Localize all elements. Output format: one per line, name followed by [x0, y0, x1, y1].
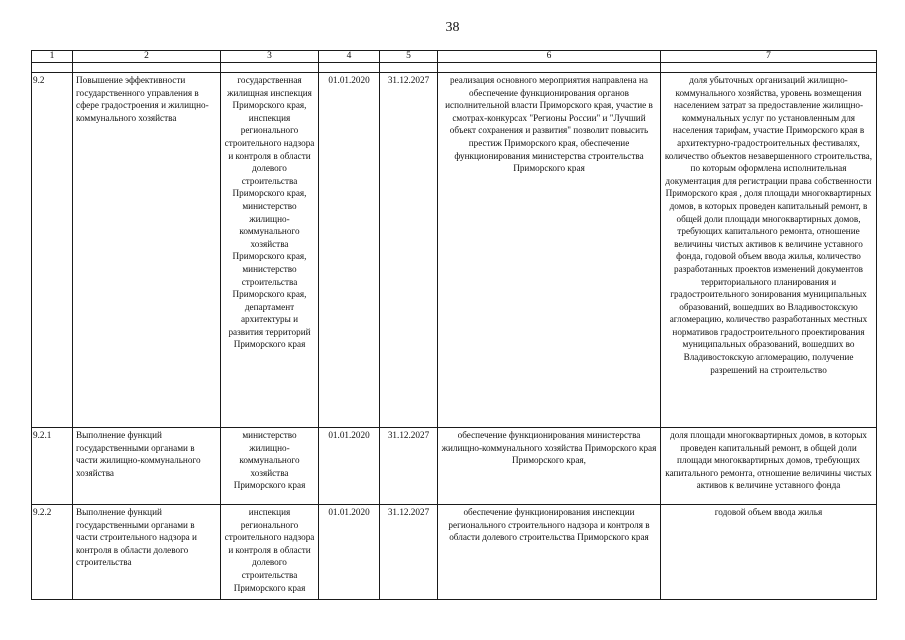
activity-indicators: доля убыточных организаций жилищно-коммунального хозяйства, уровень возмещения населением затрат за предоставление жилищно-коммунальных услуг по установленным для населения тарифам, участие Приморского края в архитектурно-градостроительных фестивалях, количество объектов незавершенного строительства, по которым оформлена исполнительная документация для регистрации права собственности Приморского края , доля площади многоквартирных домов, в которых проведен капитальный ремонт, в общей доли площади многоквартирных домов, требующих капитального ремонта, отношение величины чистых активов к величине уставного фонда, годовой объем ввода жилья, количество разработанных проектов изменений документов территориального планирования и градостроительного зонирования муниципальных образований, вошедших во Владивостокскую агломерацию, количество разработанных местных нормативов градостроительного проектирования муниципальных образований, вошедших во Владивостокскую агломерацию, получение разрешений на строительство — [661, 73, 877, 428]
activity-indicators: годовой объем ввода жилья — [661, 505, 877, 600]
activity-executor: инспекция регионального строительного надзора и контроля в области долевого строительства Приморского края — [221, 505, 319, 600]
activity-result: обеспечение функционирования инспекции регионального строительного надзора и контроля в области долевого строительства Приморского края — [438, 505, 661, 600]
column-header: 2 — [73, 51, 221, 63]
activity-start-date: 01.01.2020 — [319, 73, 380, 428]
table-row — [32, 73, 877, 428]
activity-number: 9.2.2 — [32, 505, 73, 600]
activity-number: 9.2 — [32, 73, 73, 428]
activity-start-date: 01.01.2020 — [319, 428, 380, 505]
column-header: 4 — [319, 51, 380, 63]
activity-executor: министерство жилищно-коммунального хозяйства Приморского края — [221, 428, 319, 505]
column-header: 5 — [380, 51, 438, 63]
column-header: 1 — [32, 51, 73, 63]
column-header: 3 — [221, 51, 319, 63]
activity-start-date: 01.01.2020 — [319, 505, 380, 600]
table-row — [32, 505, 877, 600]
column-header: 7 — [661, 51, 877, 63]
activity-end-date: 31.12.2027 — [380, 73, 438, 428]
page-number: 38 — [445, 20, 460, 35]
activity-end-date: 31.12.2027 — [380, 428, 438, 505]
activity-result: обеспечение функционирования министерства жилищно-коммунального хозяйства Приморского края Приморского края, — [438, 428, 661, 505]
program-activities-table — [31, 50, 877, 600]
column-number-row — [32, 51, 877, 63]
table-row — [32, 428, 877, 505]
activity-name: Выполнение функций государственными органами в части строительного надзора и контроля в области долевого строительства — [73, 505, 221, 600]
activity-number: 9.2.1 — [32, 428, 73, 505]
activity-name: Повышение эффективности государственного управления в сфере градостроения и жилищно-коммунального хозяйства — [73, 73, 221, 428]
activity-executor: государственная жилищная инспекция Приморского края, инспекция регионального строительного надзора и контроля в области долевого строительства Приморского края, министерство жилищно-коммунального хозяйства Приморского края, министерство строительства Приморского края, департамент архитектуры и развития территорий Приморского края — [221, 73, 319, 428]
activity-name: Выполнение функций государственными органами в части жилищно-коммунального хозяйства — [73, 428, 221, 505]
activity-result: реализация основного мероприятия направлена на обеспечение функционирования органов исполнительной власти Приморского края, участие в смотрах-конкурсах "Регионы России" и "Лучший объект сохранения и развития" позволит повысить престиж Приморского края, обеспечение функционирования министерства строительства Приморского края — [438, 73, 661, 428]
activity-indicators: доля площади многоквартирных домов, в которых проведен капитальный ремонт, в общей доли площади многоквартирных домов, требующих капитального ремонта, отношение величины чистых активов к величине уставного фонда — [661, 428, 877, 505]
column-header: 6 — [438, 51, 661, 63]
spacer-row — [32, 63, 877, 73]
activity-end-date: 31.12.2027 — [380, 505, 438, 600]
